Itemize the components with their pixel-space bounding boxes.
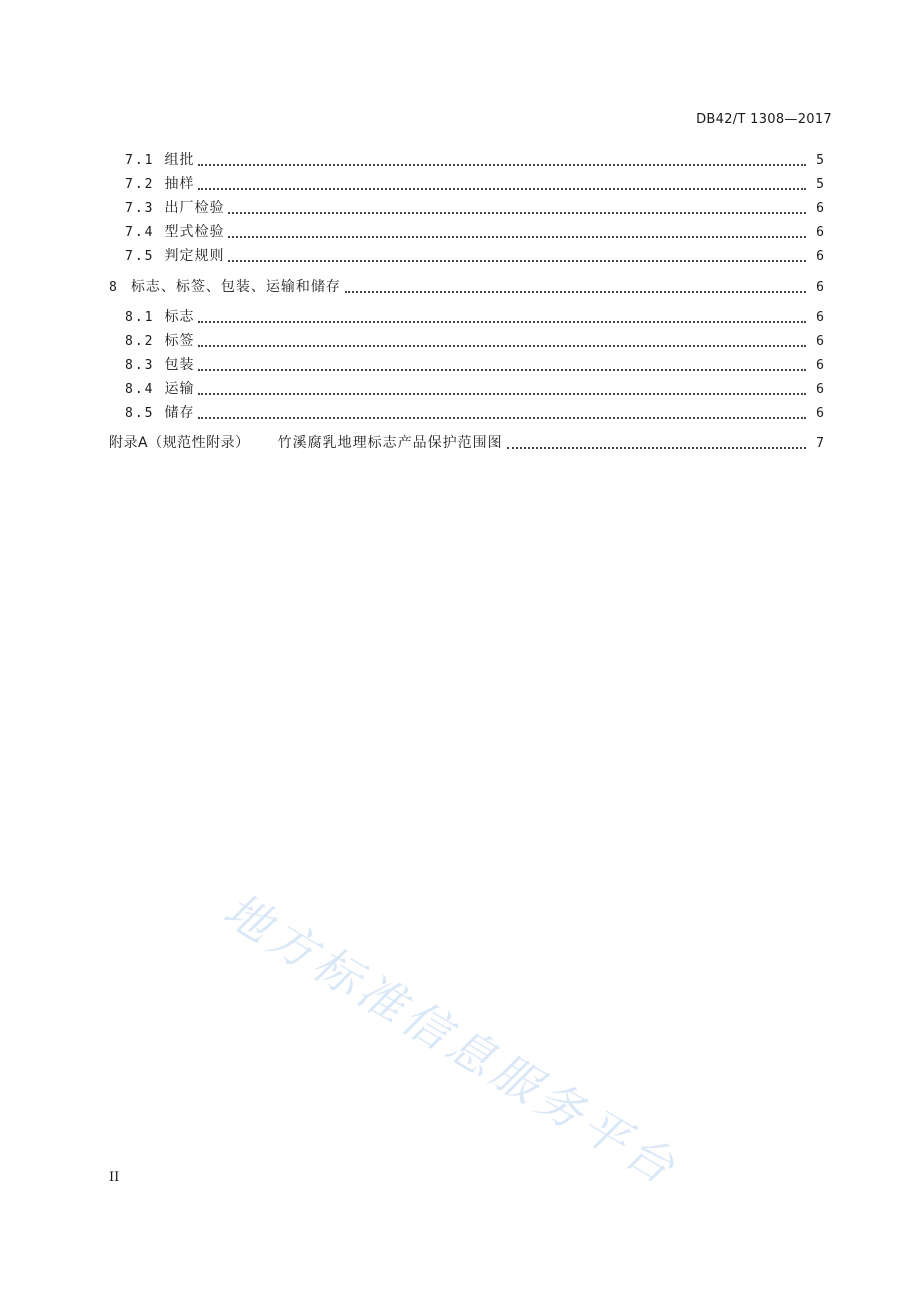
toc-entry-title: 标志 [164,309,195,325]
toc-entry-number: 7.2 [125,177,155,192]
toc-leader-dots [198,369,806,371]
toc-entry-page: 6 [816,280,824,295]
toc-entry-number: 7.4 [125,225,155,240]
toc-entry-number: 7.1 [125,153,155,168]
toc-entry[interactable] [109,148,824,172]
toc-leader-dots [198,345,806,347]
toc-entry-page: 6 [816,201,824,216]
toc-leader-dots [507,447,806,449]
toc-entry[interactable] [109,172,824,196]
toc-leader-dots [198,393,806,395]
table-of-contents [109,148,824,455]
toc-entry-title: 判定规则 [164,248,225,264]
toc-entry-page: 6 [816,334,824,349]
toc-entry-title: 运输 [164,381,195,397]
toc-entry[interactable] [109,305,824,329]
toc-entry-title: 储存 [164,405,195,421]
toc-entry[interactable] [109,329,824,353]
toc-entry-page: 6 [816,358,824,373]
toc-entry[interactable] [109,244,824,268]
toc-entry-page: 5 [816,153,824,168]
toc-leader-dots [198,417,806,419]
toc-entry[interactable] [109,377,824,401]
toc-leader-dots [198,188,806,190]
toc-entry-page: 5 [816,177,824,192]
toc-entry[interactable] [109,401,824,425]
toc-leader-dots [198,164,806,166]
toc-entry-number: 8.1 [125,310,155,325]
toc-entry-page: 7 [816,436,824,451]
toc-entry-title: 出厂检验 [164,200,225,216]
toc-entry[interactable] [109,196,824,220]
toc-entry-page: 6 [816,406,824,421]
toc-entry-title: 抽样 [164,176,195,192]
page-numeral: II [109,1170,120,1185]
toc-entry-annex[interactable] [109,431,824,455]
toc-entry-title: 组批 [164,152,195,168]
toc-entry-number: 7.3 [125,201,155,216]
toc-entry-number: 7.5 [125,249,155,264]
toc-leader-dots [228,212,806,214]
toc-entry-page: 6 [816,225,824,240]
watermark: 地方标准信息服务平台 [214,882,689,1197]
toc-entry-number: 8.2 [125,334,155,349]
toc-entry-title: 标志、标签、包装、运输和储存 [130,279,341,295]
toc-entry[interactable] [109,353,824,377]
toc-leader-dots [228,236,806,238]
toc-entry-title: 型式检验 [164,224,225,240]
toc-entry-title: 竹溪腐乳地理标志产品保护范围图 [277,435,503,451]
toc-entry-number: 8.4 [125,382,155,397]
toc-entry-number: 附录A（规范性附录） [109,435,250,451]
toc-entry-page: 6 [816,382,824,397]
toc-entry-page: 6 [816,249,824,264]
toc-leader-dots [198,321,806,323]
toc-leader-dots [228,260,806,262]
toc-leader-dots [345,291,806,293]
toc-entry-title: 包装 [164,357,195,373]
standard-code: DB42/T 1308—2017 [696,112,832,127]
toc-entry-number: 8.5 [125,406,155,421]
toc-entry-chapter[interactable] [109,275,824,299]
toc-entry-number: 8.3 [125,358,155,373]
toc-entry-page: 6 [816,310,824,325]
toc-entry[interactable] [109,220,824,244]
toc-entry-number: 8 [109,280,119,295]
toc-entry-title: 标签 [164,333,195,349]
